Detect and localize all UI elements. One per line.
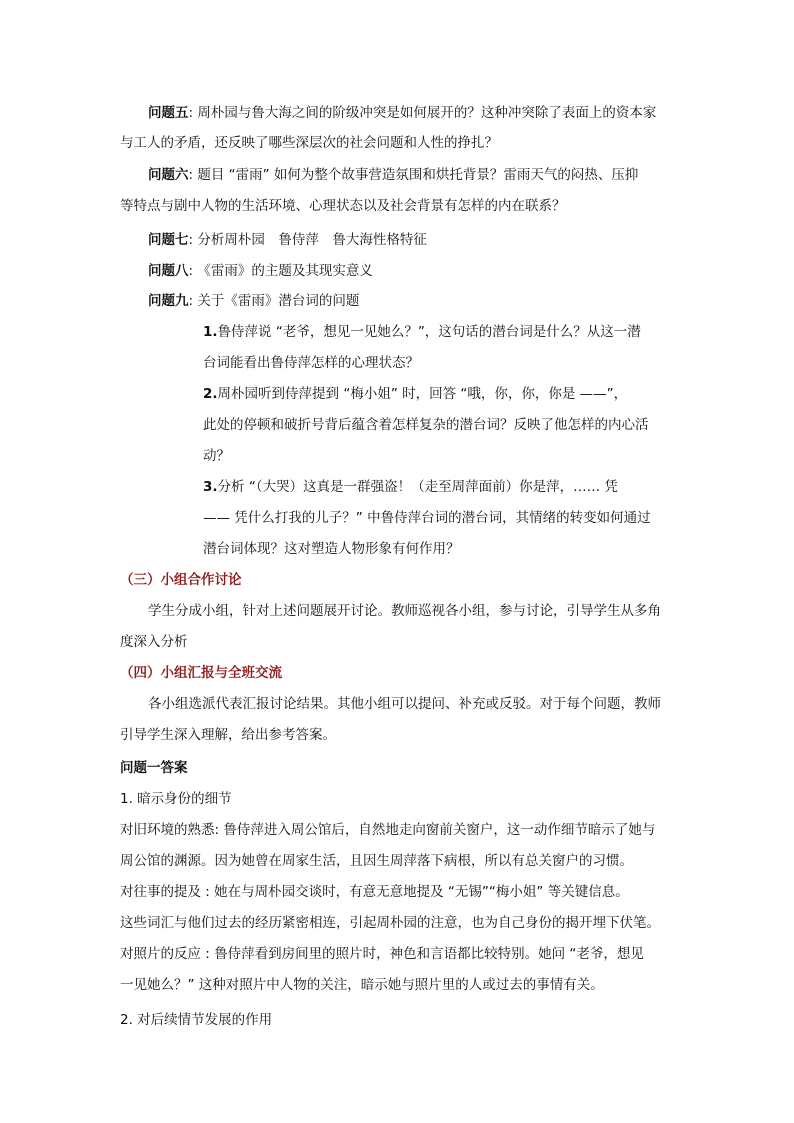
section-3-line-1: 学生分成小组，针对上述问题展开讨论。教师巡视各小组，参与讨论，引导学生从多角	[148, 603, 661, 619]
answer-1-para-3-line-2: 一见她么？” 这种对照片中人物的关注，暗示她与照片里的人或过去的事情有关。	[120, 977, 604, 993]
subquestion-3-number: 3.	[203, 479, 218, 495]
question-9-text: : 关于《雷雨》潜台词的问题	[188, 293, 360, 309]
subquestion-3-text: 分析 “（大哭）这真是一群强盗！（走至周萍面前）你是萍，…… 凭	[217, 479, 618, 495]
question-6-label: 问题六	[148, 167, 189, 183]
answer-1-para-1-line-1: 对旧环境的熟悉: 鲁侍萍进入周公馆后，自然地走向窗前关窗户，这一动作细节暗示了她与	[120, 822, 656, 838]
question-5-line-1	[148, 103, 656, 123]
section-4-line-1: 各小组选派代表汇报讨论结果。其他小组可以提问、补充或反驳。对于每个问题，教师	[148, 696, 661, 712]
section-4-heading: （四）小组汇报与全班交流	[120, 665, 282, 681]
subquestion-1-number: 1.	[203, 324, 218, 340]
subquestion-1-line-2: 台词能看出鲁侍萍怎样的心理状态？	[203, 355, 419, 371]
answer-1-para-3-line-1: 对照片的反应 : 鲁侍萍看到房间里的照片时，神色和言语都比较特别。她问 “老爷，想见	[120, 946, 644, 962]
section-3-heading: （三）小组合作讨论	[120, 572, 242, 588]
subquestion-2-text: 周朴园听到侍萍提到 “梅小姐” 时，回答 “哦，你，你，你是 ——”，	[217, 386, 628, 402]
subquestion-3-line-3: 潜台词体现？这对塑造人物形象有何作用？	[203, 541, 460, 557]
question-9-label: 问题九	[148, 293, 189, 309]
question-8-label: 问题八	[148, 263, 189, 279]
answer-1-para-1-line-2: 周公馆的渊源。因为她曾在周家生活，且因生周萍落下病根，所以有总关窗户的习惯。	[120, 853, 633, 869]
section-4-line-2: 引导学生深入理解，给出参考答案。	[120, 727, 336, 743]
question-8	[148, 261, 373, 281]
question-6-text: : 题目 “雷雨” 如何为整个故事营造氛围和烘托背景？雷雨天气的闷热、压抑	[188, 167, 639, 183]
answer-1-title: 问题一答案	[120, 760, 188, 776]
subquestion-2-line-2: 此处的停顿和破折号背后蕴含着怎样复杂的潜台词？反映了他怎样的内心活	[203, 417, 649, 433]
subquestion-2-number: 2.	[203, 386, 218, 402]
subquestion-3-line-2: —— 凭什么打我的儿子？” 中鲁侍萍台词的潜台词，其情绪的转变如何通过	[203, 510, 651, 526]
question-5-text: : 周朴园与鲁大海之间的阶级冲突是如何展开的？这种冲突除了表面上的资本家	[188, 105, 657, 121]
subquestion-1-text: 鲁侍萍说 “老爷，想见一见她么？”，这句话的潜台词是什么？从这一潜	[217, 324, 641, 340]
answer-1-para-2-line-1: 对往事的提及 : 她在与周朴园交谈时，有意无意地提及 “无锡”“梅小姐” 等关键信息。	[120, 884, 629, 900]
question-9	[148, 291, 359, 311]
subquestion-1-line-1	[203, 322, 641, 342]
question-5-line-2: 与工人的矛盾，还反映了哪些深层次的社会问题和人性的挣扎？	[120, 135, 498, 151]
question-5-label: 问题五	[148, 105, 189, 121]
question-6-line-2: 等特点与剧中人物的生活环境、心理状态以及社会背景有怎样的内在联系？	[120, 198, 566, 214]
question-7	[148, 230, 427, 250]
answer-1-para-2-line-2: 这些词汇与他们过去的经历紧密相连，引起周朴园的注意，也为自己身份的揭开埋下伏笔。	[120, 915, 660, 931]
question-8-text: : 《雷雨》的主题及其现实意义	[188, 263, 373, 279]
question-7-text: : 分析周朴园 鲁侍萍 鲁大海性格特征	[188, 232, 427, 248]
question-7-label: 问题七	[148, 232, 189, 248]
answer-1-point-1: 1. 暗示身份的细节	[120, 791, 232, 807]
subquestion-2-line-1	[203, 384, 627, 404]
subquestion-2-line-3: 动？	[203, 448, 230, 464]
section-3-line-2: 度深入分析	[120, 634, 188, 650]
question-6-line-1	[148, 165, 638, 185]
answer-1-point-2: 2. 对后续情节发展的作用	[120, 1012, 273, 1028]
subquestion-3-line-1	[203, 477, 618, 497]
